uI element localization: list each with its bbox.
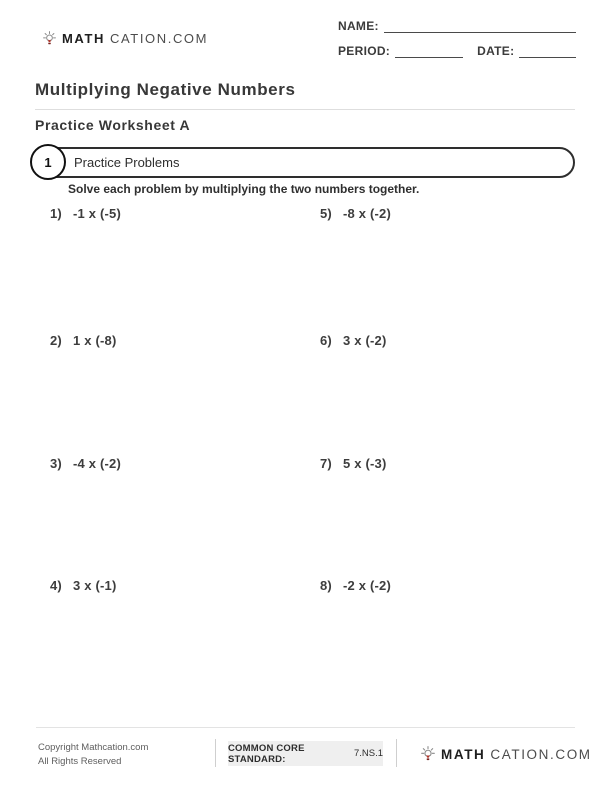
problem-3 <box>50 456 121 471</box>
footer-divider <box>36 727 575 728</box>
footer-logo <box>420 746 592 762</box>
common-core-label: COMMON CORE STANDARD: <box>228 742 305 765</box>
problem-expression: 3 x (-1) <box>72 578 117 593</box>
section-header-pill <box>40 147 575 178</box>
problem-6 <box>320 333 386 348</box>
problem-number: 3) <box>50 456 62 471</box>
problem-8 <box>320 578 391 593</box>
brand-text-bold: MATH <box>62 31 105 46</box>
problem-number: 5) <box>320 206 332 221</box>
problem-number: 6) <box>320 333 332 348</box>
title-divider <box>35 109 575 110</box>
period-label: PERIOD: <box>338 44 391 58</box>
problem-number: 2) <box>50 333 62 348</box>
copyright-line-1: Copyright Mathcation.com <box>38 742 149 753</box>
problem-expression: -1 x (-5) <box>72 206 121 221</box>
common-core-value: 7.NS.1 <box>353 748 383 759</box>
common-core-badge <box>228 741 383 766</box>
section-title: Practice Problems <box>74 155 180 170</box>
name-row <box>338 19 576 33</box>
problem-expression: 1 x (-8) <box>72 333 117 348</box>
problem-expression: -8 x (-2) <box>342 206 391 221</box>
name-blank-line <box>384 19 576 33</box>
header-logo <box>42 31 208 46</box>
footer-vertical-divider-left <box>215 739 216 767</box>
problem-5 <box>320 206 391 221</box>
problem-number: 4) <box>50 578 62 593</box>
problem-4 <box>50 578 116 593</box>
name-label: NAME: <box>338 19 379 33</box>
problem-1 <box>50 206 121 221</box>
brand-text-bold: MATH <box>441 746 486 762</box>
footer-vertical-divider-right <box>396 739 397 767</box>
problem-expression: -4 x (-2) <box>72 456 121 471</box>
period-date-row <box>338 44 576 58</box>
section-number-badge: 1 <box>30 144 66 180</box>
problem-2 <box>50 333 116 348</box>
brand-text-light: CATION.COM <box>109 31 209 46</box>
date-label: DATE: <box>477 44 515 58</box>
copyright-text <box>38 741 148 769</box>
lightbulb-icon <box>42 31 57 46</box>
problem-number: 1) <box>50 206 62 221</box>
problem-7 <box>320 456 386 471</box>
copyright-line-2: All Rights Reserved <box>38 756 122 767</box>
problem-expression: 3 x (-2) <box>342 333 387 348</box>
page-title: Multiplying Negative Numbers <box>35 80 296 99</box>
problem-number: 7) <box>320 456 332 471</box>
brand-text-light: CATION.COM <box>490 746 592 762</box>
problem-expression: -2 x (-2) <box>342 578 391 593</box>
period-blank-line <box>395 44 463 58</box>
problem-number: 8) <box>320 578 332 593</box>
student-info-fields <box>338 19 576 69</box>
section-instruction: Solve each problem by multiplying the two numbers together. <box>68 182 420 196</box>
problem-expression: 5 x (-3) <box>342 456 387 471</box>
lightbulb-icon <box>420 746 436 762</box>
worksheet-subtitle: Practice Worksheet A <box>35 117 191 133</box>
date-blank-line <box>519 44 576 58</box>
